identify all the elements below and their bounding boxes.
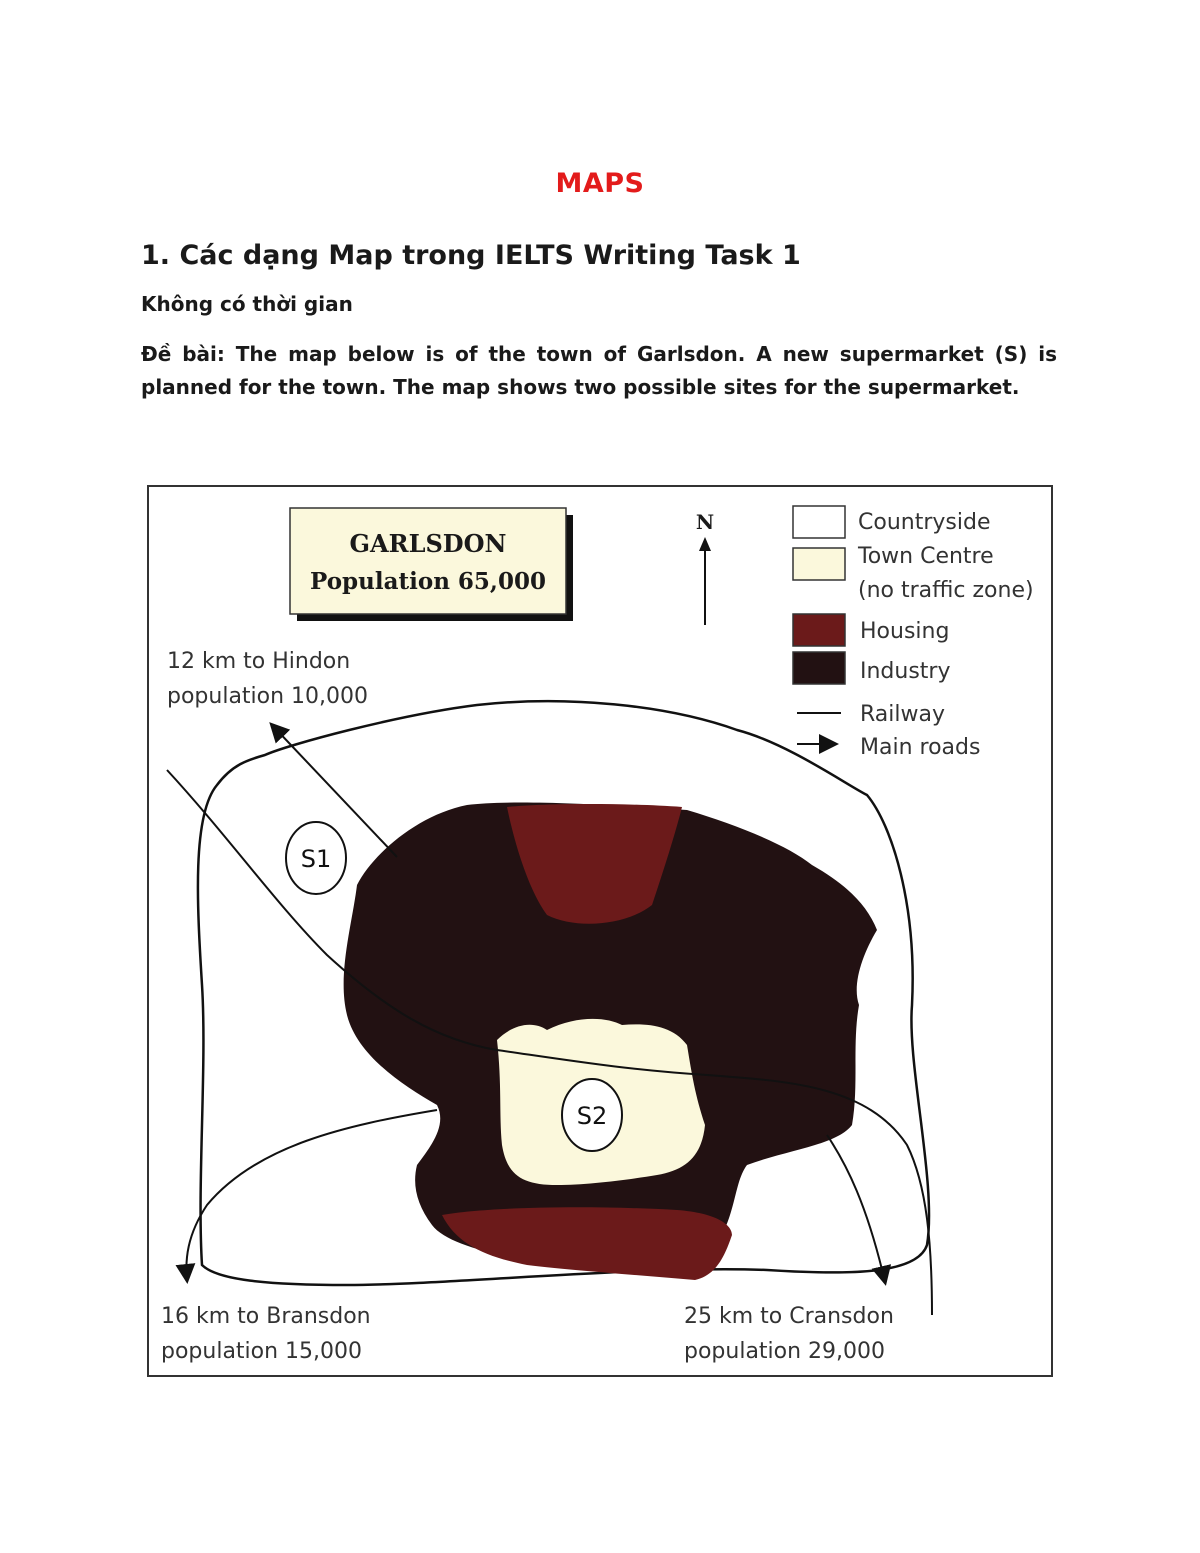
- map-title-population: Population 65,000: [310, 568, 546, 595]
- site-s2: [562, 1079, 622, 1151]
- task-prompt: Đề bài: The map below is of the town of Garlsdon. A new supermarket (S) is planned for the town. The map shows two possible sites for the supermarket.: [141, 342, 1057, 399]
- section-heading: 1. Các dạng Map trong IELTS Writing Task 1: [141, 240, 801, 271]
- legend-label-housing: Housing: [860, 619, 950, 644]
- subheading: Không có thời gian: [141, 292, 353, 316]
- map-title-name: GARLSDON: [349, 529, 507, 558]
- bransdon-distance: 16 km to Bransdon: [161, 1304, 371, 1329]
- bransdon-population: population 15,000: [161, 1339, 363, 1364]
- garlsdon-map: [147, 485, 1053, 1377]
- legend-swatch-town-centre: [793, 548, 845, 580]
- cransdon-distance: 25 km to Cransdon: [684, 1304, 894, 1329]
- legend-label-countryside: Countryside: [858, 510, 991, 535]
- legend-label-railway: Railway: [860, 702, 946, 727]
- site-s2-label: S2: [576, 1102, 608, 1130]
- legend-label-industry: Industry: [860, 659, 951, 684]
- site-s1-label: S1: [300, 845, 332, 873]
- map-title-box: [290, 508, 573, 621]
- north-label: N: [695, 510, 715, 534]
- legend-label-main-roads: Main roads: [860, 735, 981, 760]
- legend-swatch-housing: [793, 614, 845, 646]
- legend-label-town-centre: Town Centre: [858, 544, 994, 569]
- cransdon-population: population 29,000: [684, 1339, 886, 1364]
- document-title: MAPS: [555, 168, 645, 199]
- legend-swatch-countryside: [793, 506, 845, 538]
- site-s1: [286, 822, 346, 894]
- legend-swatch-industry: [793, 652, 845, 684]
- legend-label-no-traffic-zone: (no traffic zone): [858, 578, 1034, 603]
- hindon-distance: 12 km to Hindon: [167, 649, 351, 674]
- hindon-population: population 10,000: [167, 684, 369, 709]
